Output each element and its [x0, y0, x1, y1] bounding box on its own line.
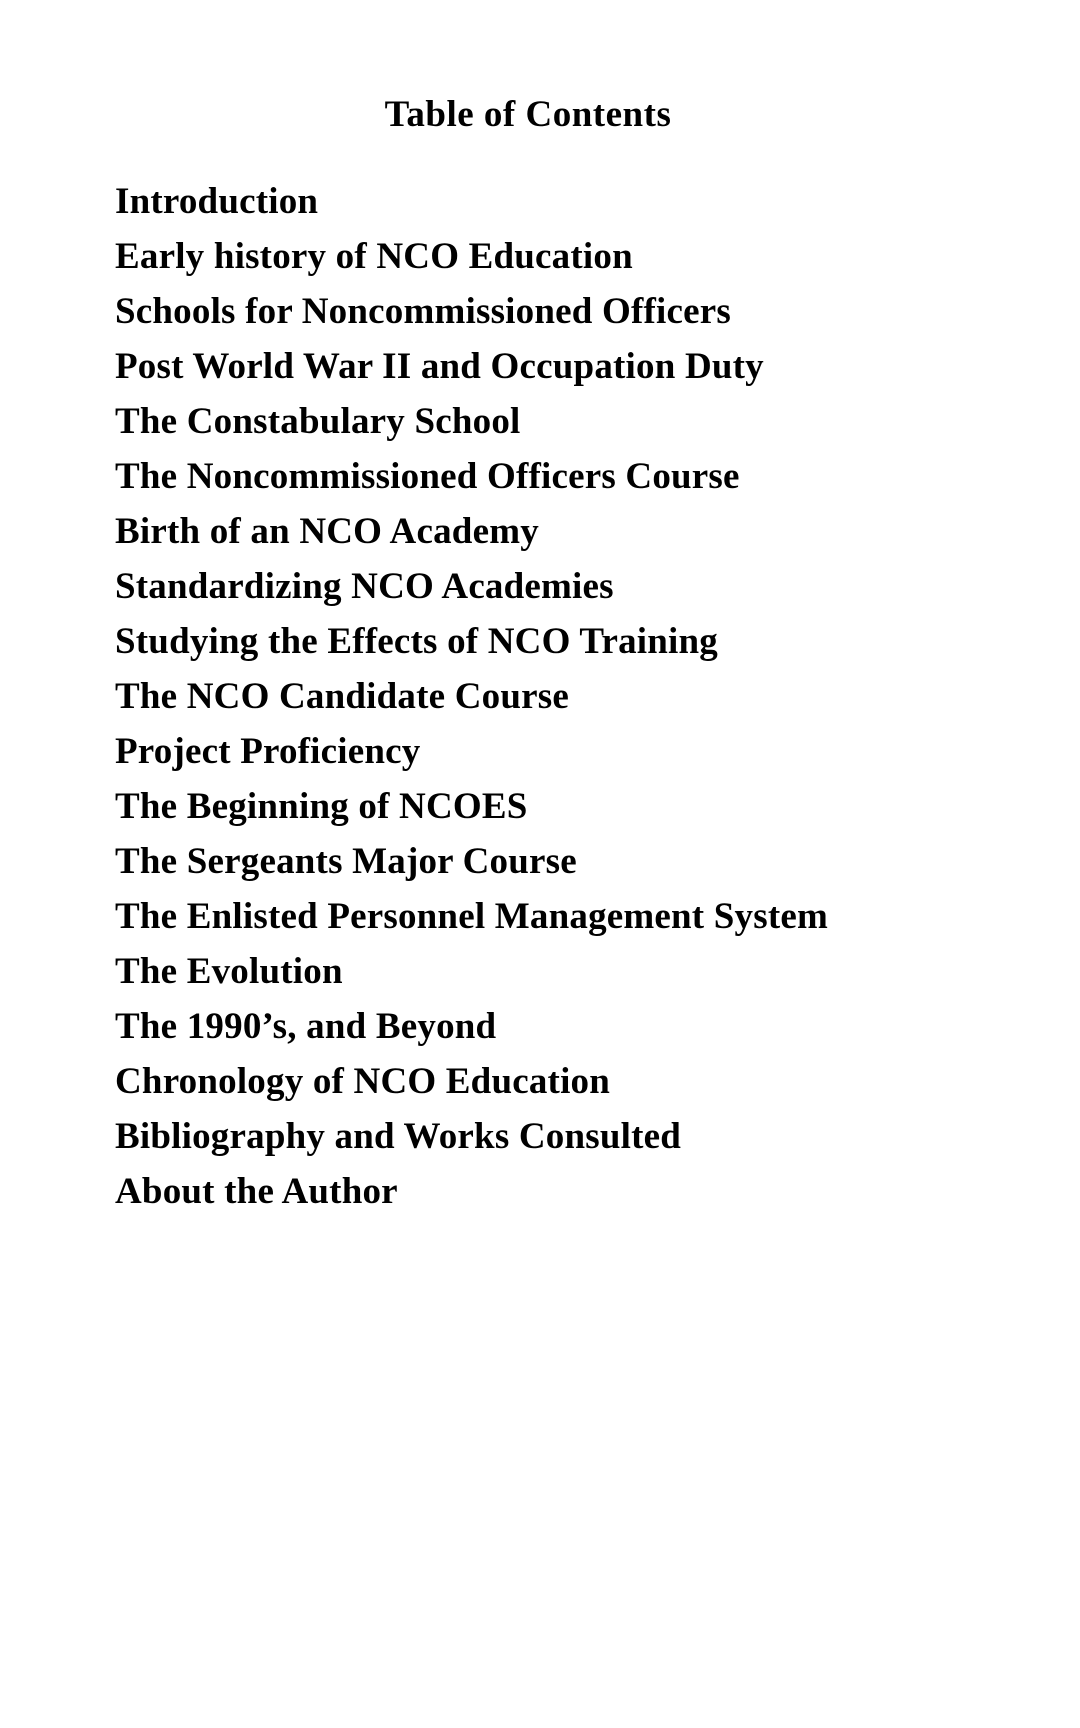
- toc-item: The Sergeants Major Course: [115, 841, 577, 882]
- toc-item: Standardizing NCO Academies: [115, 566, 614, 607]
- toc-item: Project Proficiency: [115, 731, 421, 772]
- toc-item: Post World War II and Occupation Duty: [115, 346, 764, 387]
- toc-item: The Constabulary School: [115, 401, 521, 442]
- toc-item: Birth of an NCO Academy: [115, 511, 539, 552]
- toc-item: Early history of NCO Education: [115, 236, 633, 277]
- page-title: Table of Contents: [384, 94, 672, 135]
- toc-item: Studying the Effects of NCO Training: [115, 621, 719, 662]
- toc-item: Schools for Noncommissioned Officers: [115, 291, 731, 332]
- toc-item: Bibliography and Works Consulted: [115, 1116, 682, 1157]
- toc-item: Introduction: [115, 181, 319, 222]
- toc-item: The NCO Candidate Course: [115, 676, 569, 717]
- toc-item: About the Author: [115, 1171, 398, 1212]
- toc-item: The Beginning of NCOES: [115, 786, 528, 827]
- toc-item: The Enlisted Personnel Management System: [115, 896, 829, 937]
- toc-item: The Evolution: [115, 951, 343, 992]
- toc-item: The Noncommissioned Officers Course: [115, 456, 740, 497]
- toc-item: Chronology of NCO Education: [115, 1061, 611, 1102]
- toc-list: [115, 174, 1080, 1219]
- toc-item: The 1990’s, and Beyond: [115, 1006, 497, 1047]
